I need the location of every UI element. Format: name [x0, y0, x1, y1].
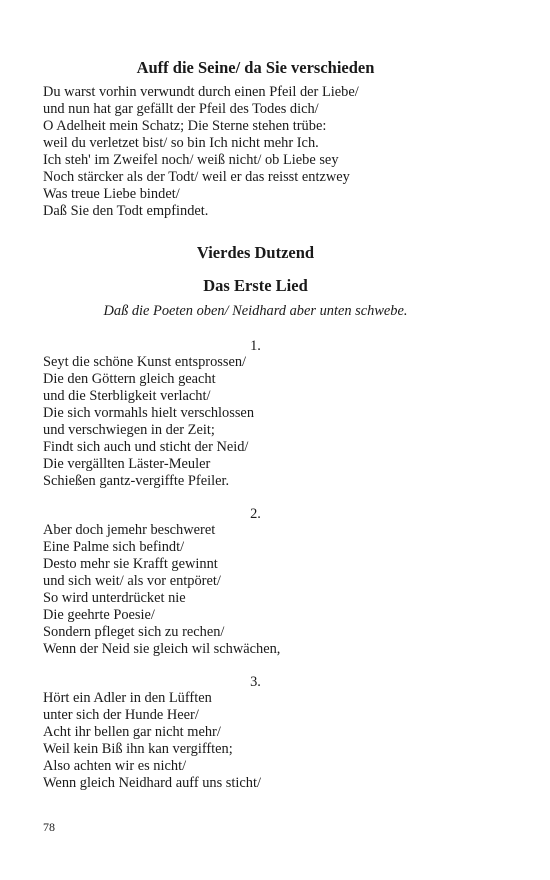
stanza-line: unter sich der Hunde Heer/: [43, 707, 199, 723]
stanza-number: 2.: [250, 506, 261, 522]
stanza-line: Seyt die schöne Kunst entsprossen/: [43, 354, 247, 370]
stanza-line: So wird unterdrücket nie: [43, 590, 186, 606]
stanza: [43, 354, 254, 490]
poem-line: Noch stärcker als der Todt/ weil er das reisst entzwey: [43, 169, 350, 185]
stanza-line: Weil kein Biß ihn kan vergifften;: [43, 741, 233, 757]
stanza-line: Aber doch jemehr beschweret: [43, 522, 216, 538]
song-title: Das Erste Lied: [203, 276, 308, 295]
poem-line: Du warst vorhin verwundt durch einen Pfeil der Liebe/: [43, 84, 359, 100]
stanza-line: Findt sich auch und sticht der Neid/: [43, 439, 249, 455]
stanza-line: Desto mehr sie Krafft gewinnt: [43, 556, 218, 572]
stanza-line: und verschwiegen in der Zeit;: [43, 422, 215, 438]
stanza-line: und die Sterbligkeit verlacht/: [43, 388, 211, 404]
poem-line: Ich steh' im Zweifel noch/ weiß nicht/ ob Liebe sey: [43, 152, 339, 168]
stanza-line: Die sich vormahls hielt verschlossen: [43, 405, 255, 421]
poem-line: Was treue Liebe bindet/: [43, 186, 180, 202]
stanza-line: und sich weit/ als vor entpöret/: [43, 573, 221, 589]
section-heading: Vierdes Dutzend: [196, 243, 315, 262]
poem-line: weil du verletzet bist/ so bin Ich nicht mehr Ich.: [43, 135, 319, 151]
poem-line: und nun hat gar gefällt der Pfeil des Todes dich/: [43, 101, 319, 117]
stanza-line: Die vergällten Läster-Meuler: [43, 456, 211, 472]
stanza-line: Hört ein Adler in den Lüfften: [43, 690, 212, 706]
poem-line: O Adelheit mein Schatz; Die Sterne stehen trübe:: [43, 118, 327, 134]
stanza-number: 1.: [250, 338, 261, 354]
stanza-line: Sondern pfleget sich zu rechen/: [43, 624, 225, 640]
stanza-line: Schießen gantz-vergiffte Pfeiler.: [43, 473, 230, 489]
stanza: [43, 690, 261, 792]
poem-title: Auff die Seine/ da Sie verschieden: [136, 58, 375, 77]
stanza-line: Eine Palme sich befindt/: [43, 539, 185, 555]
stanza-line: Wenn gleich Neidhard auff uns sticht/: [43, 775, 261, 791]
poem-body: [43, 84, 359, 220]
stanza-line: Die geehrte Poesie/: [43, 607, 155, 623]
stanza-number: 3.: [250, 674, 261, 690]
stanza-line: Also achten wir es nicht/: [43, 758, 187, 774]
page-number: 78: [43, 820, 55, 834]
poem-line: Daß Sie den Todt empfindet.: [43, 203, 209, 219]
stanza: [43, 522, 280, 658]
stanza-line: Acht ihr bellen gar nicht mehr/: [43, 724, 221, 740]
stanza-line: Wenn der Neid sie gleich wil schwächen,: [43, 641, 281, 657]
song-subtitle: Daß die Poeten oben/ Neidhard aber unten schwebe.: [103, 303, 408, 319]
stanza-line: Die den Göttern gleich geacht: [43, 371, 216, 387]
